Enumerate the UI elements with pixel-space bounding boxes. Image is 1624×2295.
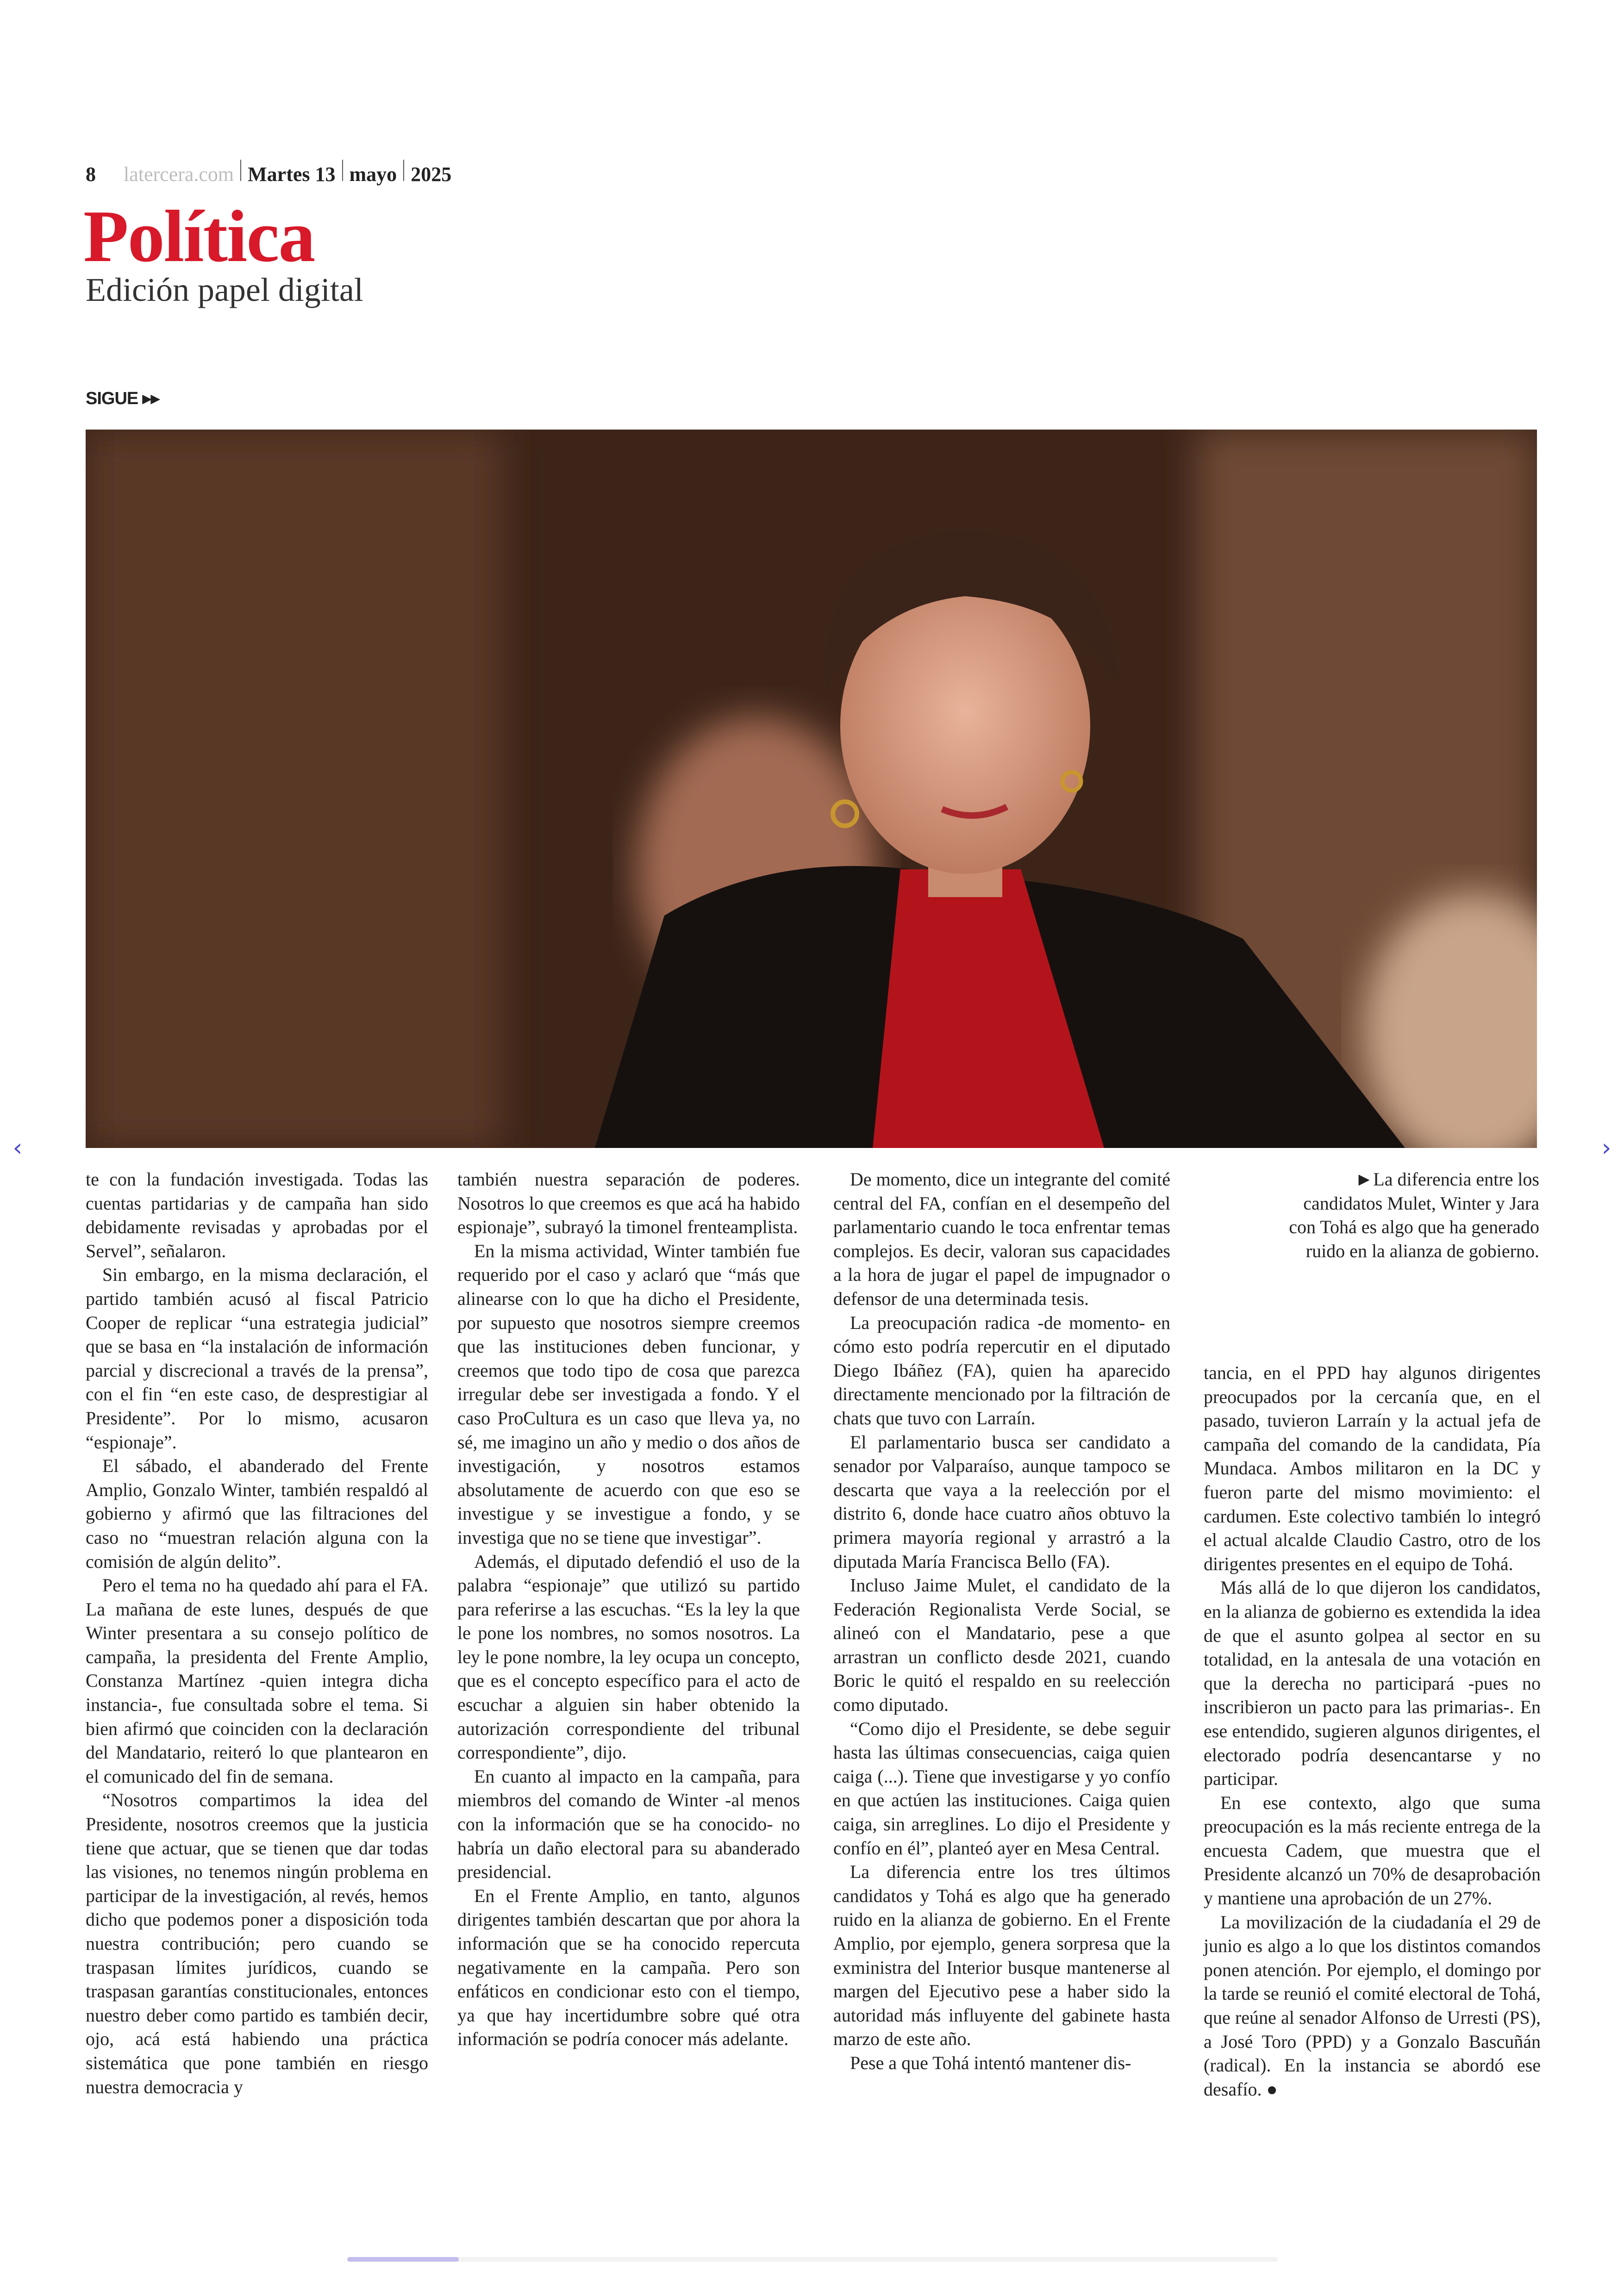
chevron-left-icon[interactable]: ‹ (12, 1134, 23, 1162)
article-photo (86, 430, 1537, 1148)
paragraph: En cuanto al impacto en la campaña, para miembros del comando de Winter -al menos con la información que se ha conocido- no habría un daño electoral para su abanderado presidencial. (457, 1765, 800, 1883)
continues-label: SIGUE ▸▸ (86, 389, 159, 408)
paragraph: Incluso Jaime Mulet, el candidato de la Federación Regionalista Verde Social, se alineó con el Mandatario, pese a que arrastran un conflicto desde 2021, cuando Boric le quitó el respaldo en su reelección como diputado. (833, 1575, 1170, 1715)
paragraph: tancia, en el PPD hay algunos dirigentes preocupados por la cercanía que, en el pasado, tuvieron Larraín y la actual jefa de campaña del comando de la candidata, Pía Mundaca. Ambos militaron en la DC y fueron parte del mismo movimiento: el cardumen. Este colectivo también lo integró el actual alcalde Claudio Castro, otro de los dirigentes presentes en el equipo de Tohá. (1204, 1362, 1541, 1574)
paragraph: En la misma actividad, Winter también fue requerido por el caso y aclaró que “más que alinearse con lo que ha dicho el Presidente, por supuesto que nosotros siempre creemos que las instituciones deben funcionar, y creemos que todo tipo de cosa que parezca irregular debe ser investigada a fondo. Y el caso ProCultura es un caso que lleva ya, no sé, me imagino un año y medio o dos años de investigación, y nosotros estamos absolutamente de acuerdo con que eso se investigue y se investigue a fondo, y se investiga que no se tiene que investigar”. (457, 1240, 800, 1548)
page-scrollbar[interactable] (347, 2257, 1278, 2262)
paragraph: En ese contexto, algo que suma preocupación es la más reciente entrega de la encuesta Cadem, que muestra que el Presidente alcanzó un 70% de desaprobación y mantiene una aprobación de un 27%. (1204, 1792, 1541, 1909)
paragraph: La diferencia entre los tres últimos candidatos y Tohá es algo que ha generado ruido en la alianza de gobierno. En el Frente Amplio, por ejemplo, genera sorpresa que la exministra del Interior busque mantenerse al margen del Ejecutivo pese a haber sido la autoridad más influyente del gabinete hasta marzo de este año. (833, 1861, 1170, 2050)
paragraph: Pero el tema no ha quedado ahí para el FA. La mañana de este lunes, después de que Winter presentara a su consejo político de campaña, la presidenta del Frente Amplio, Constanza Martínez -quien integra dicha instancia-, fue consultada sobre el tema. Si bien afirmó que coinciden con la declaración del Mandatario, reiteró lo que plantearon en el comunicado del fin de semana. (86, 1575, 428, 1787)
paragraph: En el Frente Amplio, en tanto, algunos dirigentes también descartan que por ahora la información que se ha conocido repercuta negativamente en la campaña. Pero son enfáticos en condicionar esto con el tiempo, ya que hay incertidumbre sobre qué otra información se podría conocer más adelante. (457, 1885, 800, 2050)
site-name: latercera.com (124, 163, 234, 186)
date-day: Martes 13 (248, 163, 336, 186)
date-month: mayo (349, 163, 397, 186)
paragraph: te con la fundación investigada. Todas las cuentas partidarias y de campaña han sido debidamente revisadas y aprobadas por el Servel”, señalaron. (86, 1169, 428, 1261)
paragraph: Además, el diputado defendió el uso de la palabra “espionaje” que utilizó su partido para referirse a las escuchas. “Es la ley la que le pone los nombres, no somos nosotros. La ley le pone nombre, la ley ocupa un concepto, que es el concepto específico para el acto de escuchar a alguien sin haber obtenido la autorización correspondiente del tribunal correspondiente”, dijo. (457, 1551, 800, 1763)
chevron-right-icon[interactable]: › (1601, 1134, 1612, 1162)
photo-caption: ►La diferencia entre los candidatos Mulet, Winter y Jara con Tohá es algo que ha generado ruido en la alianza de gobierno. (1289, 1169, 1539, 1261)
page-number: 8 (86, 163, 96, 186)
article-column-1 (86, 1167, 428, 2099)
paragraph: Pese a que Tohá intentó mantener dis- (850, 2052, 1131, 2073)
photo-illustration (86, 430, 1537, 1148)
paragraph: La preocupación radica -de momento- en cómo esto podría repercutir en el diputado Diego Ibáñez (FA), quien ha aparecido directamente mencionado por la filtración de chats que tuvo con Larraín. (833, 1312, 1170, 1428)
article-column-2 (457, 1167, 800, 2051)
paragraph: “Como dijo el Presidente, se debe seguir hasta las últimas consecuencias, caiga quien caiga (...). Tiene que investigarse y yo confío en que actúen las instituciones. Caiga quien caiga, sin arreglines. Lo dijo el Presidente y confío en él”, planteó ayer en Mesa Central. (833, 1718, 1170, 1858)
paragraph: La movilización de la ciudadanía el 29 de junio es algo a lo que los distintos comandos ponen atención. Por ejemplo, el domingo por la tarde se reunió el comité electoral de Tohá, que reúne al senador Alfonso de Urresti (PS), a José Toro (PPD) y a Gonzalo Bascuñán (radical). En la instancia se abordó ese desafío. ● (1204, 1911, 1541, 2100)
paragraph: De momento, dice un integrante del comité central del FA, confían en el desempeño del parlamentario cuando le toca enfrentar temas complejos. Es decir, valoran sus capacidades a la hora de jugar el papel de impugnador o defensor de una determinada tesis. (833, 1169, 1170, 1309)
divider (240, 160, 241, 181)
divider (403, 160, 404, 181)
paragraph: El parlamentario busca ser candidato a senador por Valparaíso, aunque tampoco se descarta que vaya a la reelección por el distrito 6, donde hace cuatro años obtuvo la primera mayoría regional y arrastró a la diputada María Francisca Bello (FA). (833, 1431, 1170, 1572)
edition-subtitle: Edición papel digital (86, 271, 363, 308)
article-column-3 (833, 1167, 1170, 2075)
paragraph: Más allá de lo que dijeron los candidatos, en la alianza de gobierno es extendida la idea de que el asunto golpea al sector en su totalidad, en la antesala de una votación en que la derecha no participará -pues no inscribieron un pacto para las primarias-. En ese entendido, sugieren algunos dirigentes, el electorado podría desencantarse y no participar. (1204, 1577, 1541, 1790)
scrollbar-thumb[interactable] (347, 2257, 459, 2262)
paragraph: Sin embargo, en la misma declaración, el partido también acusó al fiscal Patricio Cooper de replicar “una estrategia judicial” que se basa en “la instalación de información parcial y discrecional a través de la prensa”, con el fin “en este caso, de desprestigiar al Presidente”. Por lo mismo, acusaron “espionaje”. (86, 1264, 428, 1453)
date-year: 2025 (411, 163, 452, 186)
paragraph: El sábado, el abanderado del Frente Amplio, Gonzalo Winter, también respaldó al gobierno y afirmó que las filtraciones del caso no “muestran relación alguna con la comisión de algún delito”. (86, 1455, 428, 1572)
paragraph: también nuestra separación de poderes. Nosotros lo que creemos es que acá ha habido espionaje”, subrayó la timonel frenteamplista. (457, 1169, 800, 1238)
section-title: Política (83, 195, 315, 277)
article-column-4 (1204, 1361, 1541, 2101)
page-header (86, 160, 451, 186)
paragraph: “Nosotros compartimos la idea del Presidente, nosotros creemos que la justicia tiene que actuar, que se tienen que dar todas las visiones, no tenemos ningún problema en participar de la investigación, al revés, hemos dicho que podemos poner a disposición toda nuestra contribución; pero cuando se traspasan límites jurídicos, cuando se traspasan garantías constitucionales, entonces nuestro deber como partido es también decir, ojo, acá está habiendo una práctica sistemática que pone también en riesgo nuestra democracia y (86, 1790, 428, 2097)
divider (342, 160, 343, 181)
